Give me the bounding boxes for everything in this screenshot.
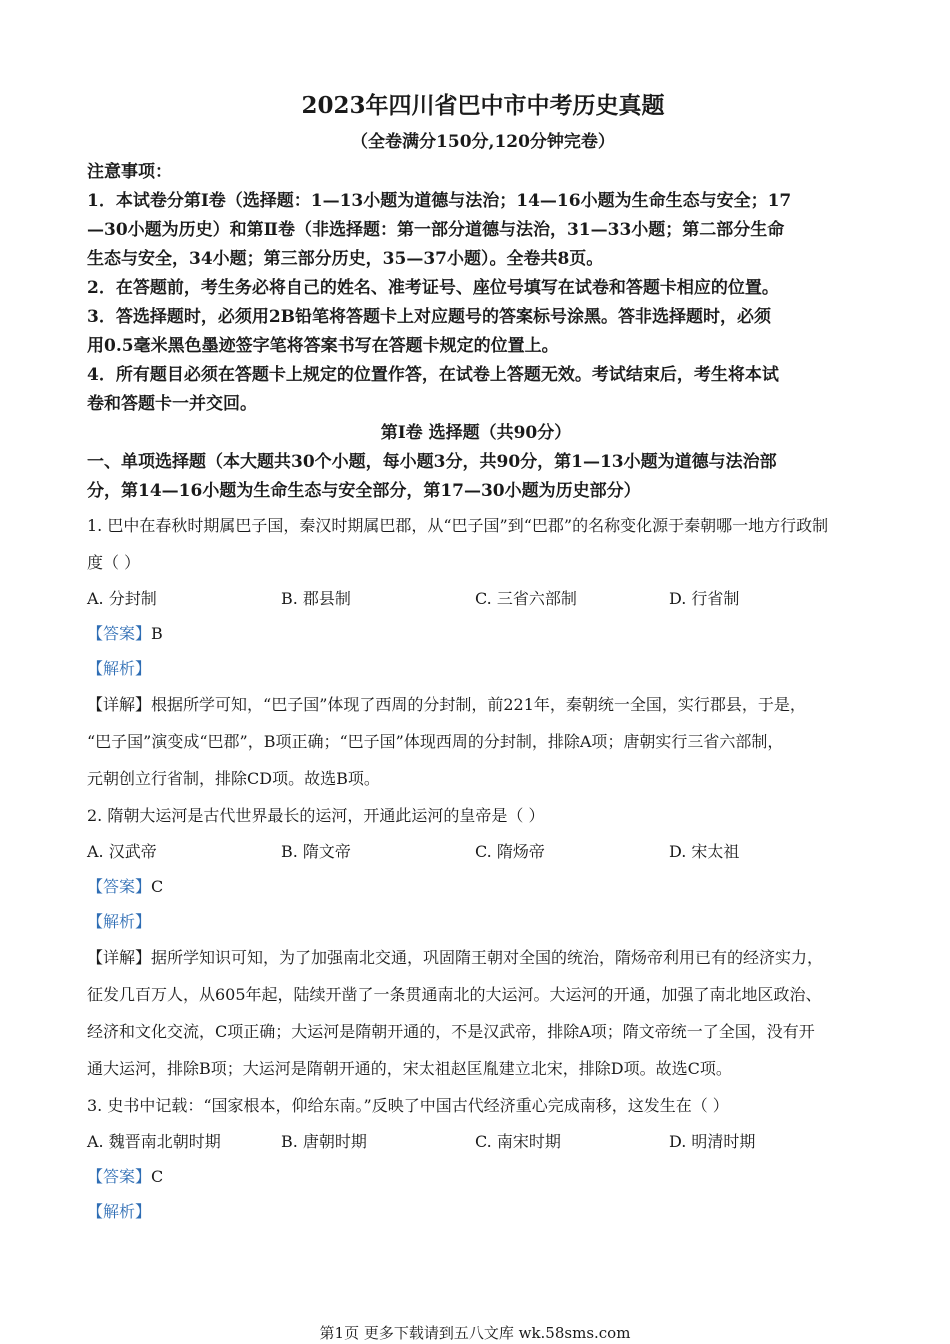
option-b: B. 唐朝时期 — [281, 1132, 367, 1151]
answer-tag: 【答案】 — [87, 1167, 152, 1186]
notes-block — [87, 158, 865, 419]
notes-line: 4．所有题目必须在答题卡上规定的位置作答，在试卷上答题无效。考试结束后，考生将本试 — [87, 365, 779, 385]
analysis-tag: 【解析】 — [87, 912, 152, 931]
option-b: B. 隋文帝 — [281, 842, 351, 861]
option-a: A. 分封制 — [87, 589, 157, 608]
detail-tag: 【详解】 — [87, 948, 152, 967]
analysis-line — [87, 1194, 865, 1229]
option-c: C. 三省六部制 — [475, 589, 577, 608]
question-options — [87, 1124, 865, 1159]
exam-page — [87, 86, 865, 1229]
analysis-line — [87, 651, 865, 686]
detail-line: 通大运河，排除B项；大运河是隋朝开通的，宋太祖赵匡胤建立北宋，排除D项。故选C项。 — [87, 1059, 732, 1078]
notes-line: 卷和答题卡一并交回。 — [87, 394, 257, 414]
question-3 — [87, 1087, 865, 1229]
notes-heading: 注意事项： — [87, 162, 172, 182]
notes-line: 2．在答题前，考生务必将自己的姓名、准考证号、座位号填写在试卷和答题卡相应的位置。 — [87, 278, 779, 298]
answer-value: C — [151, 1167, 164, 1186]
option-a: A. 汉武帝 — [87, 842, 157, 861]
answer-tag: 【答案】 — [87, 877, 152, 896]
question-stem: 2. 隋朝大运河是古代世界最长的运河，开通此运河的皇帝是（ ） — [87, 806, 545, 825]
answer-value: B — [151, 624, 163, 643]
option-a: A. 魏晋南北朝时期 — [87, 1132, 221, 1151]
option-c: C. 南宋时期 — [475, 1132, 561, 1151]
analysis-tag: 【解析】 — [87, 1202, 152, 1221]
detail-line — [87, 939, 865, 976]
section-instructions-line: 分，第14—16小题为生命生态与安全部分，第17—30小题为历史部分） — [87, 481, 641, 501]
question-stem: 1. 巴中在春秋时期属巴子国，秦汉时期属巴郡，从“巴子国”到“巴郡”的名称变化源于秦朝哪一地方行政制 — [87, 516, 829, 535]
option-b: B. 郡县制 — [281, 589, 351, 608]
page-title: 2023年四川省巴中市中考历史真题 — [301, 92, 665, 119]
question-options — [87, 581, 865, 616]
option-c: C. 隋炀帝 — [475, 842, 545, 861]
detail-block — [87, 939, 865, 1087]
question-1 — [87, 507, 865, 797]
detail-line — [87, 686, 865, 723]
notes-line: —30小题为历史）和第Ⅱ卷（非选择题：第一部分道德与法治，31—33小题；第二部分生命 — [87, 220, 785, 240]
answer-line — [87, 616, 865, 651]
answer-line — [87, 869, 865, 904]
answer-line — [87, 1159, 865, 1194]
detail-line: 元朝创立行省制，排除CD项。故选B项。 — [87, 769, 380, 788]
notes-line: 生态与安全，34小题；第三部分历史，35—37小题）。全卷共8页。 — [87, 249, 604, 269]
detail-text: 据所学知识可知，为了加强南北交通，巩固隋王朝对全国的统治，隋炀帝利用已有的经济实力， — [151, 948, 824, 967]
answer-value: C — [151, 877, 164, 896]
notes-line: 3．答选择题时，必须用2B铅笔将答题卡上对应题号的答案标号涂黑。答非选择题时，必须 — [87, 307, 772, 327]
detail-line: “巴子国”演变成“巴郡”，B项正确；“巴子国”体现西周的分封制，排除A项；唐朝实行三省六部制， — [87, 732, 784, 751]
section-instructions-line: 一、单项选择题（本大题共30个小题，每小题3分，共90分，第1—13小题为道德与法治部 — [87, 452, 777, 472]
question-stem: 3. 史书中记载：“国家根本，仰给东南。”反映了中国古代经济重心完成南移，这发生在（ ） — [87, 1096, 729, 1115]
detail-line: 经济和文化交流，C项正确；大运河是隋朝开通的，不是汉武帝，排除A项；隋文帝统一了全国，没有开 — [87, 1022, 815, 1041]
detail-tag: 【详解】 — [87, 695, 152, 714]
detail-block — [87, 686, 865, 797]
option-d: D. 行省制 — [669, 589, 740, 608]
page-footer: 第1页 更多下载请到五八文库 wk.58sms.com — [319, 1324, 631, 1342]
question-stem: 度（ ） — [87, 553, 141, 572]
notes-line: 用0.5毫米黑色墨迹签字笔将答案书写在答题卡规定的位置上。 — [87, 336, 559, 356]
notes-line: 1．本试卷分第Ⅰ卷（选择题：1—13小题为道德与法治；14—16小题为生命生态与安全；17 — [87, 191, 792, 211]
analysis-line — [87, 904, 865, 939]
detail-text: 根据所学可知，“巴子国”体现了西周的分封制，前221年，秦朝统一全国，实行郡县，于是， — [151, 695, 806, 714]
page-subtitle: （全卷满分150分,120分钟完卷） — [351, 132, 615, 152]
detail-line: 征发几百万人，从605年起，陆续开凿了一条贯通南北的大运河。大运河的开通，加强了南北地区政治、 — [87, 985, 822, 1004]
section-title: 第Ⅰ卷 选择题（共90分） — [380, 423, 572, 443]
option-d: D. 宋太祖 — [669, 842, 740, 861]
option-d: D. 明清时期 — [669, 1132, 756, 1151]
answer-tag: 【答案】 — [87, 624, 152, 643]
question-options — [87, 834, 865, 869]
question-2 — [87, 797, 865, 1087]
analysis-tag: 【解析】 — [87, 659, 152, 678]
